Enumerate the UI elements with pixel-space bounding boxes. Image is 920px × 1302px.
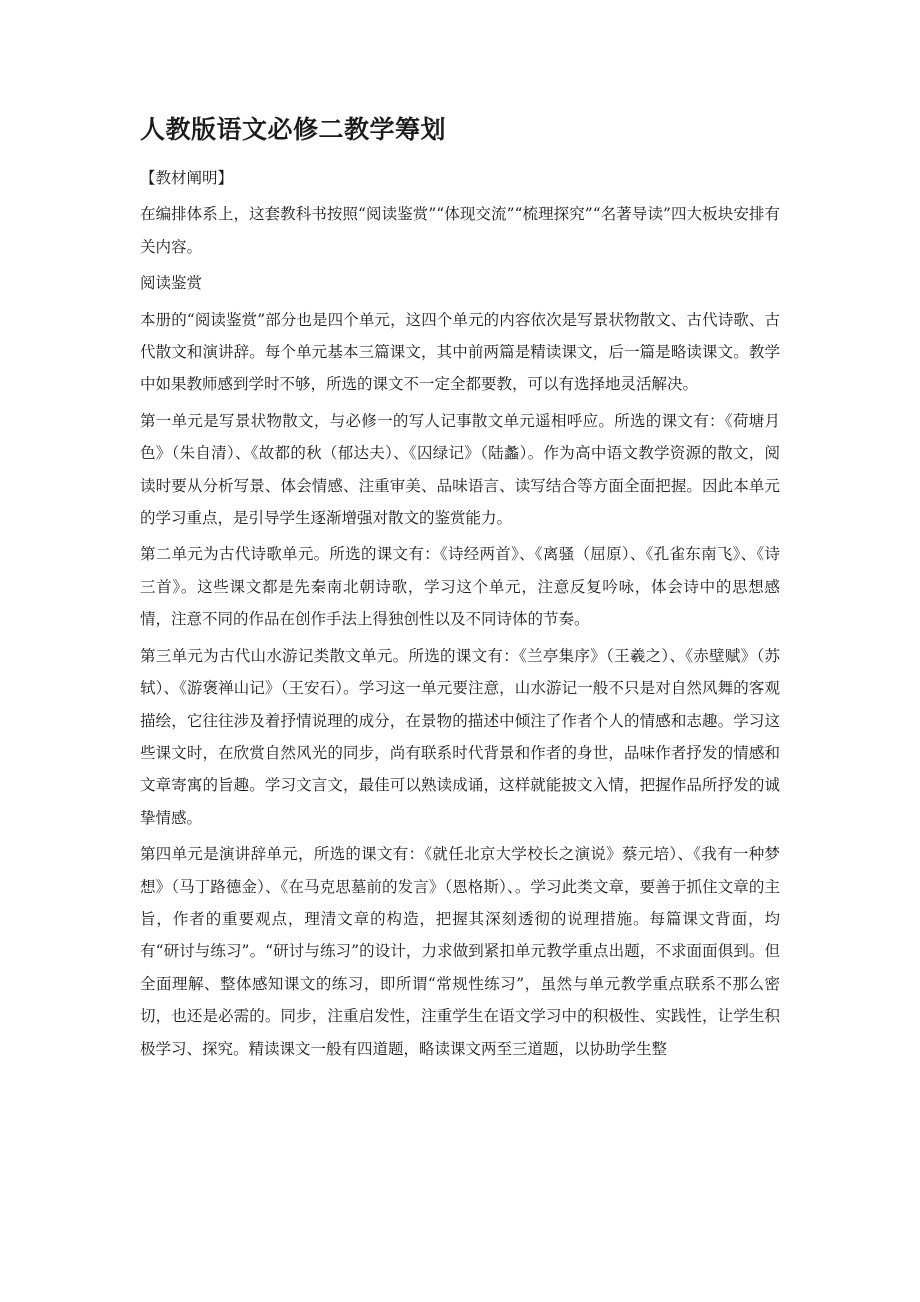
paragraph-system-overview: 在编排体系上，这套教科书按照“阅读鉴赏”“体现交流”“梳理探究”“名著导读”四大板块安排有关内容。	[140, 205, 780, 256]
paragraph-unit-four: 第四单元是演讲辞单元，所选的课文有：《就任北京大学校长之演说》蔡元培）、《我有一种梦想》（马丁路德金）、《在马克思墓前的发言》（恩格斯）、。学习此类文章，要善于抓住文章的主旨，作者的重要观点，理清文章的构造，把握其深刻透彻的说理措施。每篇课文背面，均有“研讨与练习”。“研讨与练习”的设计，力求做到紧扣单元教学重点出题，不求面面俱到。但全面理解、整体感知课文的练习，即所谓“常规性练习”，虽然与单元教学重点联系不那么密切，也还是必需的。同步，注重启发性，注重学生在语文学习中的积极性、实践性，让学生积极学习、探究。精读课文一般有四道题，略读课文两至三道题，以协助学生整	[140, 845, 780, 1058]
paragraph-reading-overview: 本册的“阅读鉴赏”部分也是四个单元，这四个单元的内容依次是写景状物散文、古代诗歌、古代散文和演讲辞。每个单元基本三篇课文，其中前两篇是精读课文，后一篇是略读课文。教学中如果教师感到学时不够，所选的课文不一定全都要教，可以有选择地灵活解决。	[140, 310, 780, 394]
document-title: 人教版语文必修二教学筹划	[140, 115, 447, 144]
paragraph-unit-one: 第一单元是写景状物散文，与必修一的写人记事散文单元遥相呼应。所选的课文有：《荷塘月色》（朱自清）、《故都的秋（郁达夫）、《囚绿记》（陆蠡）。作为高中语文教学资源的散文，阅读时要从分析写景、体会情感、注重审美、品味语言、读写结合等方面全面把握。因此本单元的学习重点，是引导学生逐渐增强对散文的鉴赏能力。	[140, 411, 780, 528]
section-heading-reading: 阅读鉴赏	[140, 274, 203, 293]
paragraph-unit-three: 第三单元为古代山水游记类散文单元。所选的课文有：《兰亭集序》（王羲之）、《赤壁赋》（苏轼）、《游褒禅山记》（王安石）。学习这一单元要注意，山水游记一般不只是对自然风舞的客观描绘，它往往涉及着抒情说理的成分，在景物的描述中倾注了作者个人的情感和志趣。学习这些课文时，在欣赏自然风光的同步，尚有联系时代背景和作者的身世，品味作者抒发的情感和文章寄寓的旨趣。学习文言文，最佳可以熟读成诵，这样就能披文入情，把握作品所抒发的诚挚情感。	[140, 646, 780, 827]
section-heading-textbook-notes: 【教材阐明】	[140, 169, 234, 187]
document-body	[140, 112, 780, 1065]
paragraph-unit-two: 第二单元为古代诗歌单元。所选的课文有：《诗经两首》、《离骚（屈原）、《孔雀东南飞》、《诗三首》。这些课文都是先秦南北朝诗歌，学习这个单元，注意反复吟咏，体会诗中的思想感情，注意不同的作品在创作手法上得独创性以及不同诗体的节奏。	[140, 545, 780, 629]
